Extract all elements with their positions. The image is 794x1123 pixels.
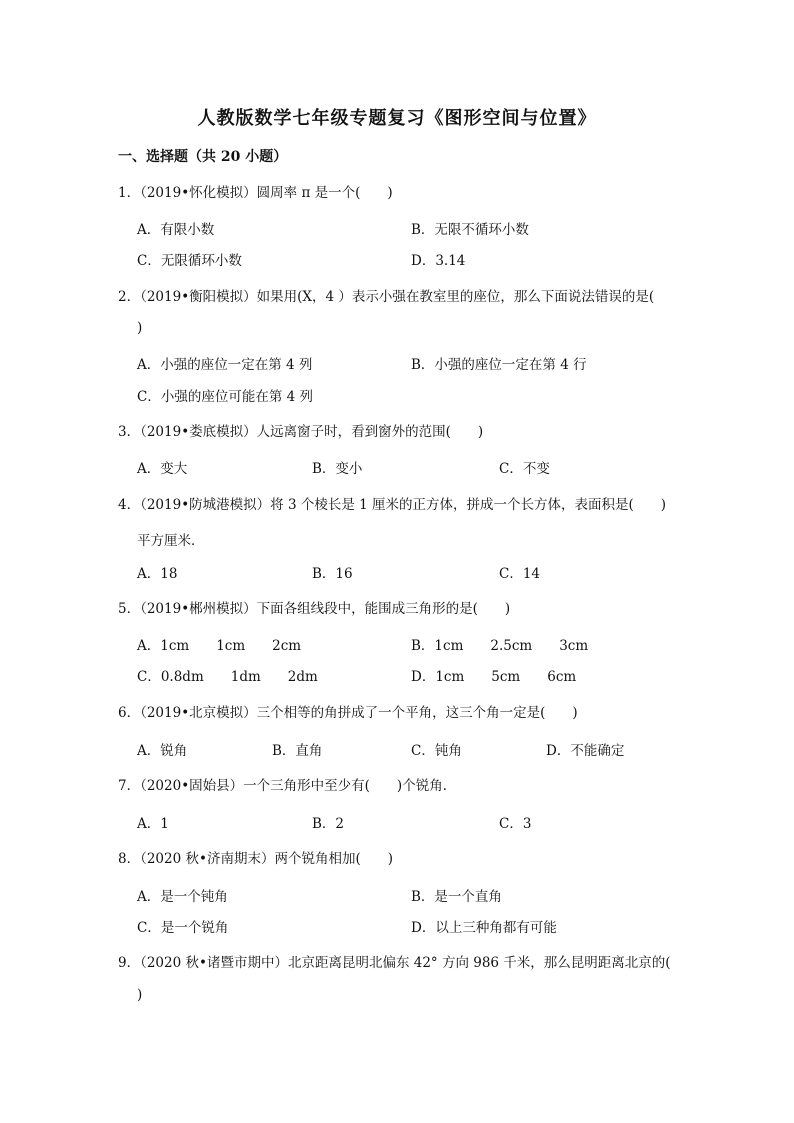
question-5-option-d: D．1cm 5cm 6cm [411, 669, 577, 685]
question-3-option-b: B．变小 [312, 461, 363, 477]
question-4-stem-continued: 平方厘米． [137, 533, 205, 549]
question-1-stem: 1．（2019•怀化模拟）圆周率 π 是一个( ) [118, 185, 393, 201]
question-2-stem: 2．（2019•衡阳模拟）如果用(X，4 ）表示小强在教室里的座位，那么下面说法错误的是( [118, 289, 655, 305]
question-5-option-b: B．1cm 2.5cm 3cm [411, 638, 589, 654]
question-5-stem: 5．（2019•郴州模拟）下面各组线段中，能围成三角形的是( ) [118, 601, 511, 617]
question-6-option-d: D．不能确定 [546, 743, 625, 759]
question-4-stem: 4．（2019•防城港模拟）将 3 个棱长是 1 厘米的正方体，拼成一个长方体，表面积是( ) [118, 497, 667, 513]
question-8-option-b: B．是一个直角 [411, 889, 502, 905]
question-1-option-d: D．3.14 [411, 253, 466, 269]
question-3-stem: 3．（2019•娄底模拟）人远离窗子时，看到窗外的范围( ) [118, 424, 484, 440]
question-5-option-c: C．0.8dm 1dm 2dm [137, 669, 318, 685]
question-3-option-c: C．不变 [499, 461, 550, 477]
question-1-option-c: C．无限循环小数 [137, 253, 242, 269]
question-4-option-c: C．14 [499, 566, 541, 582]
question-2-stem-continued: ) [137, 320, 143, 336]
question-2-option-c: C．小强的座位可能在第 4 列 [137, 389, 314, 405]
question-1-option-b: B．无限不循环小数 [411, 222, 529, 238]
question-7-stem: 7．（2020•固始县）一个三角形中至少有( )个锐角． [118, 778, 457, 794]
question-6-option-c: C．钝角 [411, 743, 462, 759]
question-7-option-a: A．1 [137, 816, 169, 832]
question-8-option-d: D．以上三种角都有可能 [411, 920, 557, 936]
question-6-stem: 6．（2019•北京模拟）三个相等的角拼成了一个平角，这三个角一定是( ) [118, 705, 578, 721]
question-1-option-a: A．有限小数 [137, 222, 215, 238]
question-6-option-b: B．直角 [272, 743, 323, 759]
question-9-stem: 9．（2020 秋•诸暨市期中）北京距离昆明北偏东 42° 方向 986 千米，那么昆明距离北京的( [118, 955, 671, 971]
question-7-option-c: C．3 [499, 816, 532, 832]
question-2-option-b: B．小强的座位一定在第 4 行 [411, 357, 587, 373]
question-9-stem-continued: ) [137, 987, 143, 1003]
question-8-option-a: A．是一个钝角 [137, 889, 228, 905]
question-6-option-a: A．锐角 [137, 743, 188, 759]
question-3-option-a: A．变大 [137, 461, 188, 477]
question-8-stem: 8．（2020 秋•济南期末）两个锐角相加( ) [118, 851, 393, 867]
document-title: 人教版数学七年级专题复习《图形空间与位置》 [197, 108, 597, 129]
question-8-option-c: C．是一个锐角 [137, 920, 229, 936]
question-4-option-b: B．16 [312, 566, 353, 582]
question-2-option-a: A．小强的座位一定在第 4 列 [137, 357, 313, 373]
question-4-option-a: A．18 [137, 566, 178, 582]
question-7-option-b: B．2 [312, 816, 345, 832]
question-5-option-a: A．1cm 1cm 2cm [137, 638, 302, 654]
section-heading: 一、选择题（共 20 小题） [118, 149, 288, 165]
